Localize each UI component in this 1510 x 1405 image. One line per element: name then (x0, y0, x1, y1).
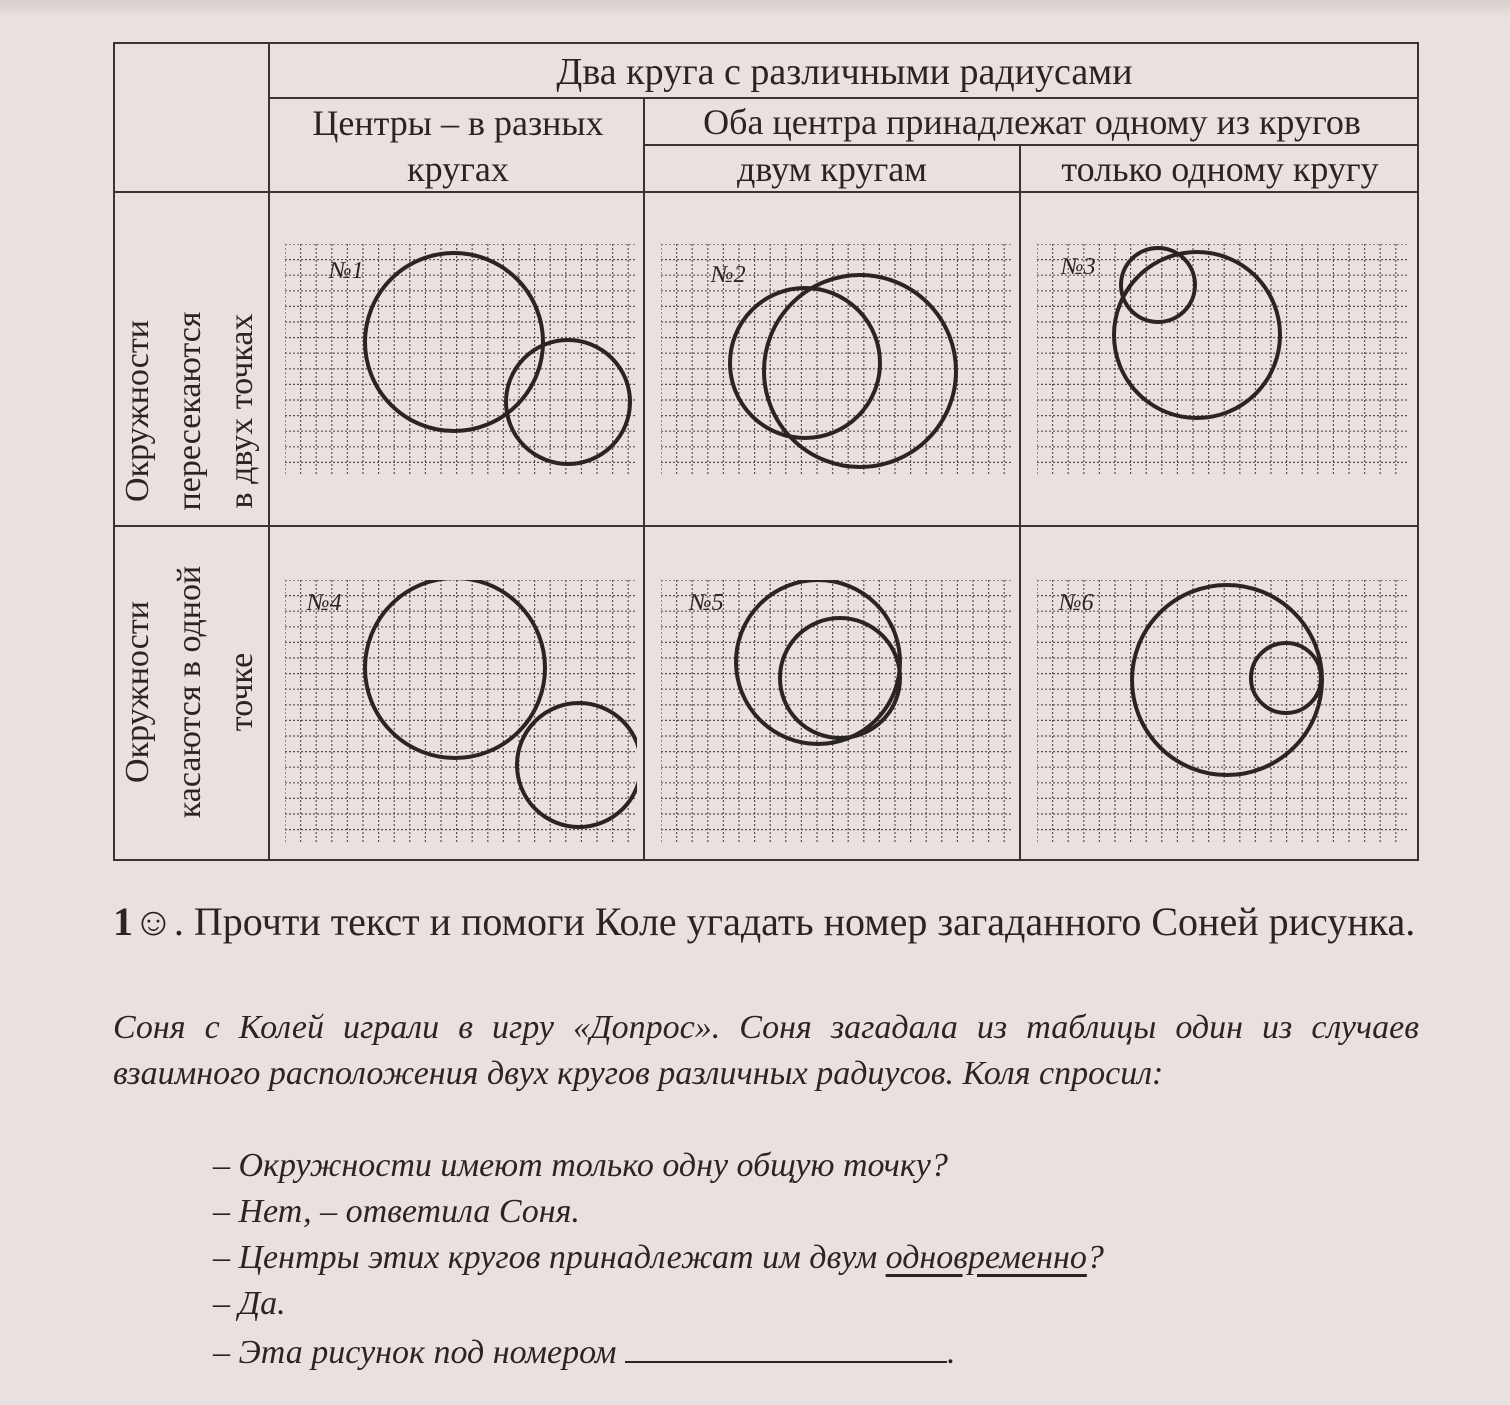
task-number: 1 (113, 899, 133, 944)
dialog-question-2 (213, 1235, 1413, 1281)
figure-4 (285, 580, 637, 842)
q2-underlined: одновременно (885, 1239, 1087, 1276)
header-both-centers-in-one: Оба центра принадлежат одному из кругов (703, 102, 1361, 142)
task-1 (113, 896, 1419, 948)
task-text: . Прочти текст и помоги Коле угадать номер загаданного Соней рисунка. (173, 899, 1416, 944)
smiley-icon: ☺ (133, 899, 174, 944)
row-label-touch-line1: Окружности (119, 601, 156, 783)
dialog-final (213, 1327, 1413, 1376)
figure-6 (1037, 580, 1407, 842)
q2-start: – Центры этих кругов принадлежат им двум (213, 1239, 886, 1276)
circle-small (780, 618, 900, 738)
row-label-touch-line3: точке (223, 652, 260, 732)
figure-label-6: №6 (1059, 590, 1094, 616)
table-line-h4 (115, 525, 1419, 527)
dialog-answer-2: – Да. (213, 1285, 286, 1322)
circles-table (113, 42, 1419, 861)
figure-1 (285, 244, 637, 476)
table-line-v1 (268, 44, 270, 859)
main-header: Два круга с различными радиусами (556, 51, 1133, 93)
cropped-top-strip (0, 0, 1510, 18)
dialog-question-1: – Окружности имеют только одну общую точку? (213, 1147, 948, 1184)
header-two-circles: двум кругам (737, 149, 927, 189)
row-label-intersect-line3: в двух точках (223, 313, 260, 509)
table-line-h2 (643, 144, 1419, 146)
figure-label-5: №5 (689, 590, 724, 616)
q2-end: ? (1086, 1239, 1104, 1276)
row-label-intersect-line2: пересекаются (171, 311, 208, 511)
story-text: Соня с Колей играли в игру «Допрос». Соня загадала из таблицы один из случаев взаимного расположения двух кругов различных радиусов. Коля спросил: (113, 1009, 1419, 1092)
figure-label-3: №3 (1061, 254, 1096, 280)
figure-2 (661, 244, 1013, 476)
circle-large (365, 253, 543, 431)
figure-3 (1037, 244, 1407, 476)
row-label-intersect-line1: Окружности (119, 320, 156, 502)
header-centers-different: Центры – в разных кругах (312, 103, 604, 189)
figure-label-2: №2 (711, 262, 746, 288)
answer-blank[interactable] (625, 1327, 947, 1363)
circle-large (365, 580, 545, 758)
figure-5 (661, 580, 1013, 842)
figure-label-1: №1 (329, 258, 364, 284)
circle-large (1132, 585, 1322, 775)
final-end: . (946, 1334, 956, 1371)
circle-large (1114, 252, 1280, 418)
header-one-circle: только одному кругу (1061, 149, 1379, 189)
dialog-answer-1: – Нет, – ответила Соня. (213, 1193, 580, 1230)
final-text: – Эта рисунок под номером (213, 1334, 617, 1371)
circle-large (764, 275, 956, 467)
table-line-v2 (643, 97, 645, 859)
row-label-touch-line2: касаются в одной (171, 565, 208, 819)
row-label-touch (112, 527, 268, 857)
circle-small (506, 340, 630, 464)
figure-label-4: №4 (307, 590, 342, 616)
table-line-h1 (268, 97, 1419, 99)
table-line-v3 (1019, 144, 1021, 859)
circle-large (736, 580, 900, 744)
